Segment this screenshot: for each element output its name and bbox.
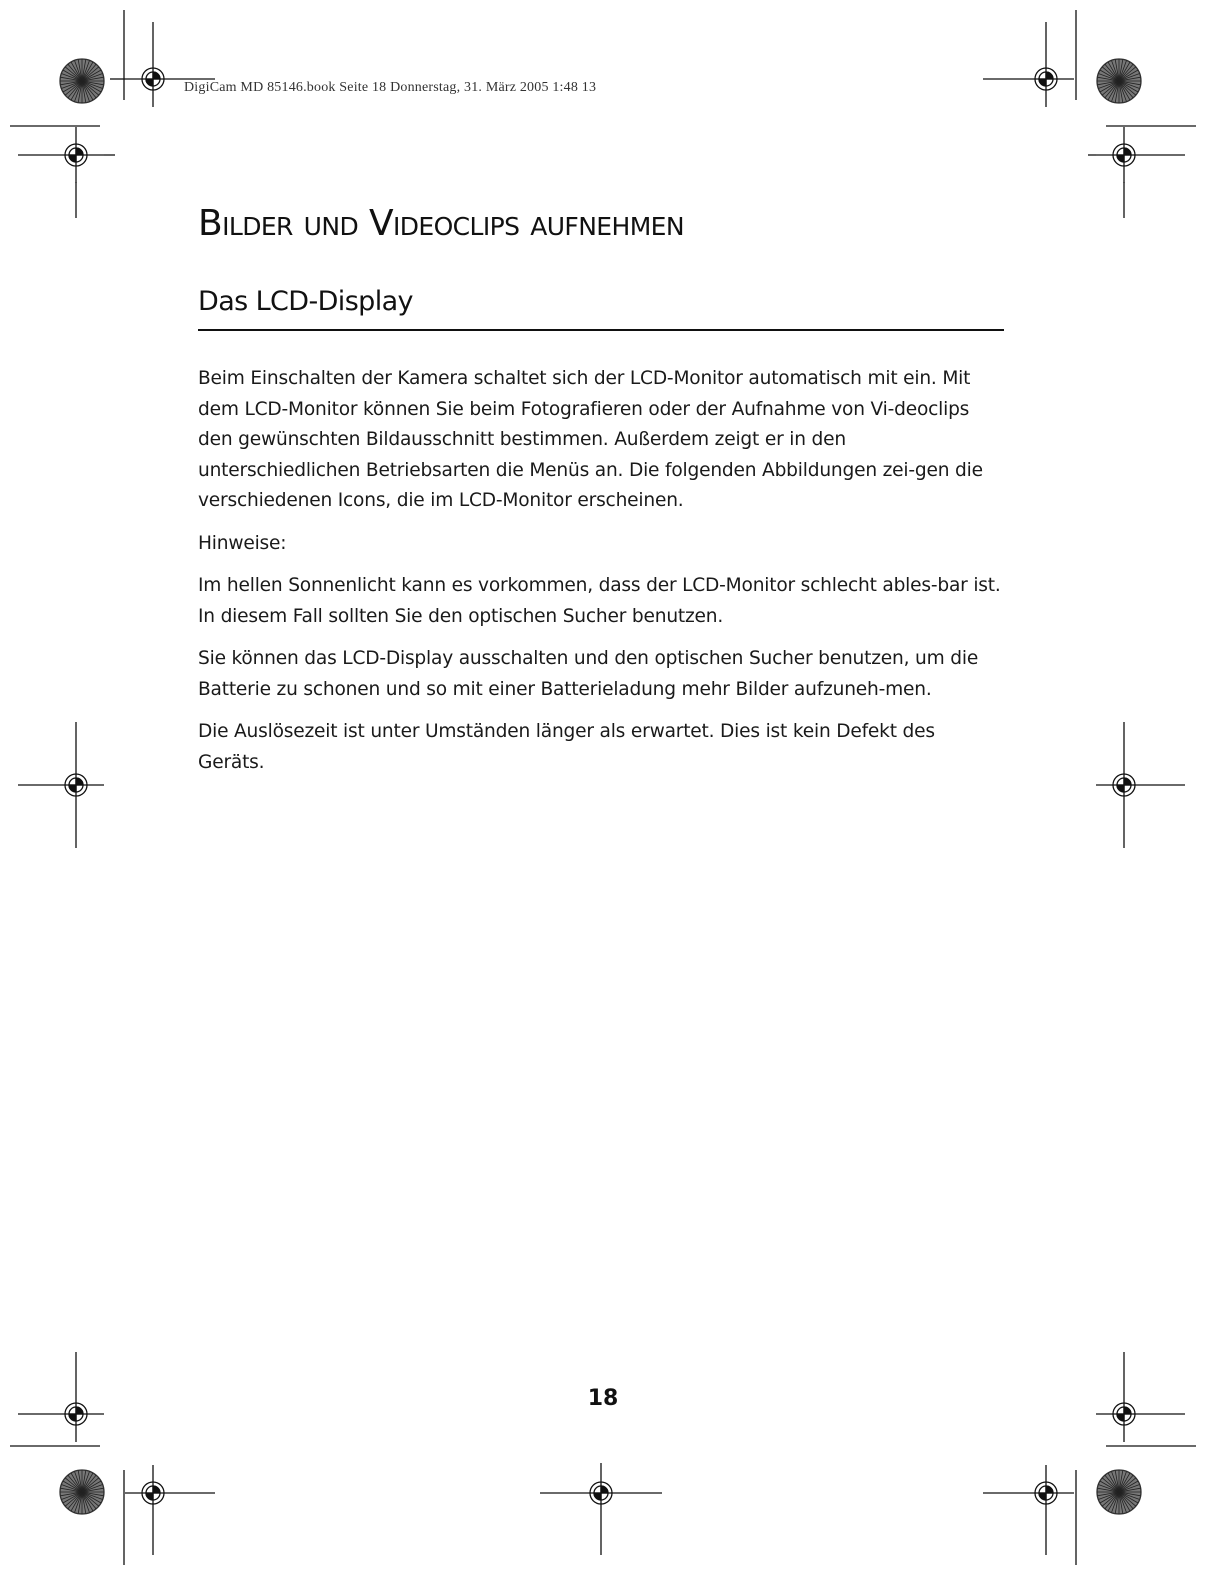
color-star-target-icon <box>60 59 104 103</box>
crosshair-icon <box>1018 51 1074 107</box>
page-number: 18 <box>587 1386 619 1411</box>
crosshair-icon <box>48 757 104 813</box>
note-paragraph: Sie können das LCD-Display ausschalten und den optischen Sucher benutzen, um die Batterie zu schonen und so mit einer Batterieladung mehr Bilder aufzuneh-men. <box>198 648 979 700</box>
intro-paragraph: Beim Einschalten der Kamera schaltet sich der LCD-Monitor automatisch mit ein. Mit dem LCD-Monitor können Sie beim Fotografieren oder der Aufnahme von Vi-deoclips den gewünschten Bildausschnitt bestimmen. Außerdem zeigt er in den unterschiedlichen Betriebsarten die Menüs an. Die folgenden Abbildungen zei-gen die verschiedenen Icons, die im LCD-Monitor erscheinen. <box>198 368 983 511</box>
crosshair-icon <box>1096 127 1152 183</box>
notes-heading: Hinweise: <box>198 532 287 554</box>
print-slug-line: DigiCam MD 85146.book Seite 18 Donnerstag, 31. März 2005 1:48 13 <box>184 80 597 95</box>
section-divider <box>198 329 1004 331</box>
note-paragraph: Im hellen Sonnenlicht kann es vorkommen, dass der LCD-Monitor schlecht ables-bar ist. In diesem Fall sollten Sie den optischen Sucher benutzen. <box>198 575 1001 627</box>
crosshair-icon <box>573 1465 629 1521</box>
crosshair-icon <box>1096 757 1152 813</box>
color-star-target-icon <box>1097 1470 1141 1514</box>
color-star-target-icon <box>60 1470 104 1514</box>
crosshair-icon <box>125 1465 181 1521</box>
color-star-target-icon <box>1097 59 1141 103</box>
note-paragraph: Die Auslösezeit ist unter Umständen länger als erwartet. Dies ist kein Defekt des Geräts. <box>198 721 935 773</box>
crosshair-icon <box>48 127 104 183</box>
crosshair-icon <box>125 51 181 107</box>
crosshair-icon <box>1018 1465 1074 1521</box>
body-text <box>198 364 1004 790</box>
section-title: Das LCD-Display <box>198 286 413 317</box>
chapter-title: Bilder und Videoclips aufnehmen <box>198 203 684 244</box>
